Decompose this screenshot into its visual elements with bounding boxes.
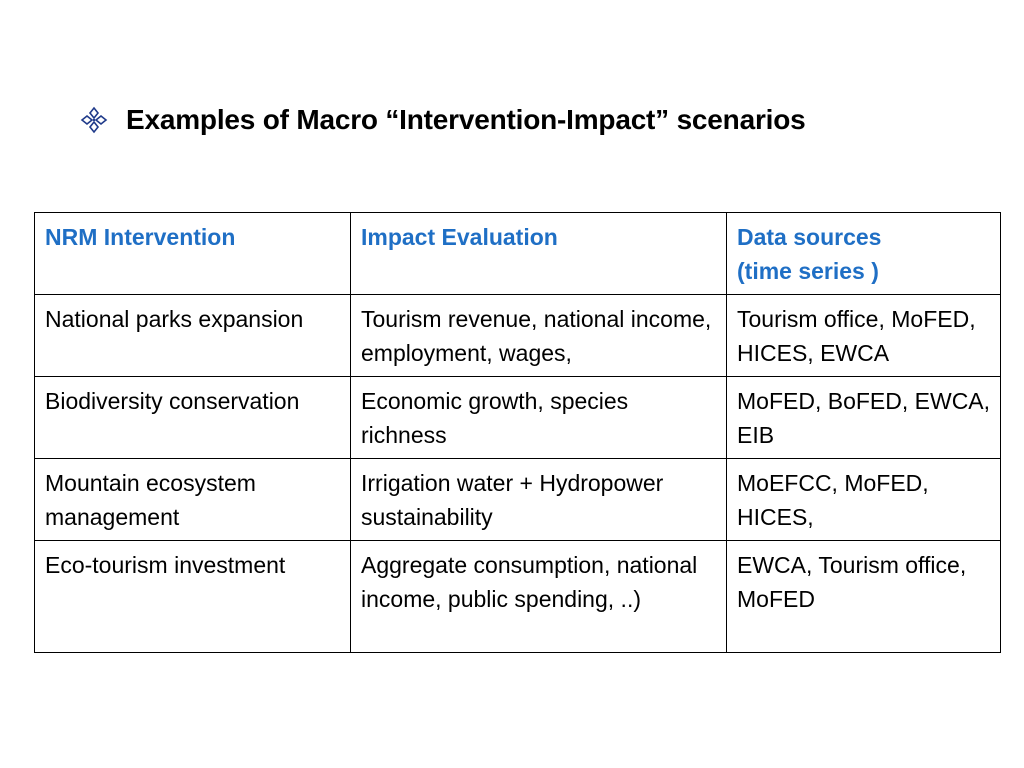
intervention-cell: National parks expansion [35,295,351,377]
sources-cell: EWCA, Tourism office, MoFED [727,541,1001,653]
header-cell-sources [727,213,1001,295]
header-label: Data sources [737,224,882,250]
header-label: Impact Evaluation [361,224,558,250]
intervention-impact-table [34,212,1001,653]
intervention-cell: Biodiversity conservation [35,377,351,459]
sources-cell: Tourism office, MoFED, HICES, EWCA [727,295,1001,377]
header-cell-intervention [35,213,351,295]
header-sublabel: (time series ) [737,258,879,284]
impact-cell: Irrigation water + Hydropower sustainability [351,459,727,541]
sources-cell: MoEFCC, MoFED, HICES, [727,459,1001,541]
intervention-cell: Eco-tourism investment [35,541,351,653]
four-diamond-bullet-icon [80,106,108,134]
header-cell-impact [351,213,727,295]
sources-cell: MoFED, BoFED, EWCA, EIB [727,377,1001,459]
slide-title-row [80,98,806,142]
table-row [35,541,1001,653]
impact-cell: Aggregate consumption, national income, public spending, ..) [351,541,727,653]
table-row [35,377,1001,459]
table-row [35,295,1001,377]
table-row [35,459,1001,541]
impact-cell: Tourism revenue, national income, employment, wages, [351,295,727,377]
intervention-cell: Mountain ecosystem management [35,459,351,541]
impact-cell: Economic growth, species richness [351,377,727,459]
page-title: Examples of Macro “Intervention-Impact” scenarios [126,104,806,135]
table-header-row [35,213,1001,295]
header-label: NRM Intervention [45,224,236,250]
